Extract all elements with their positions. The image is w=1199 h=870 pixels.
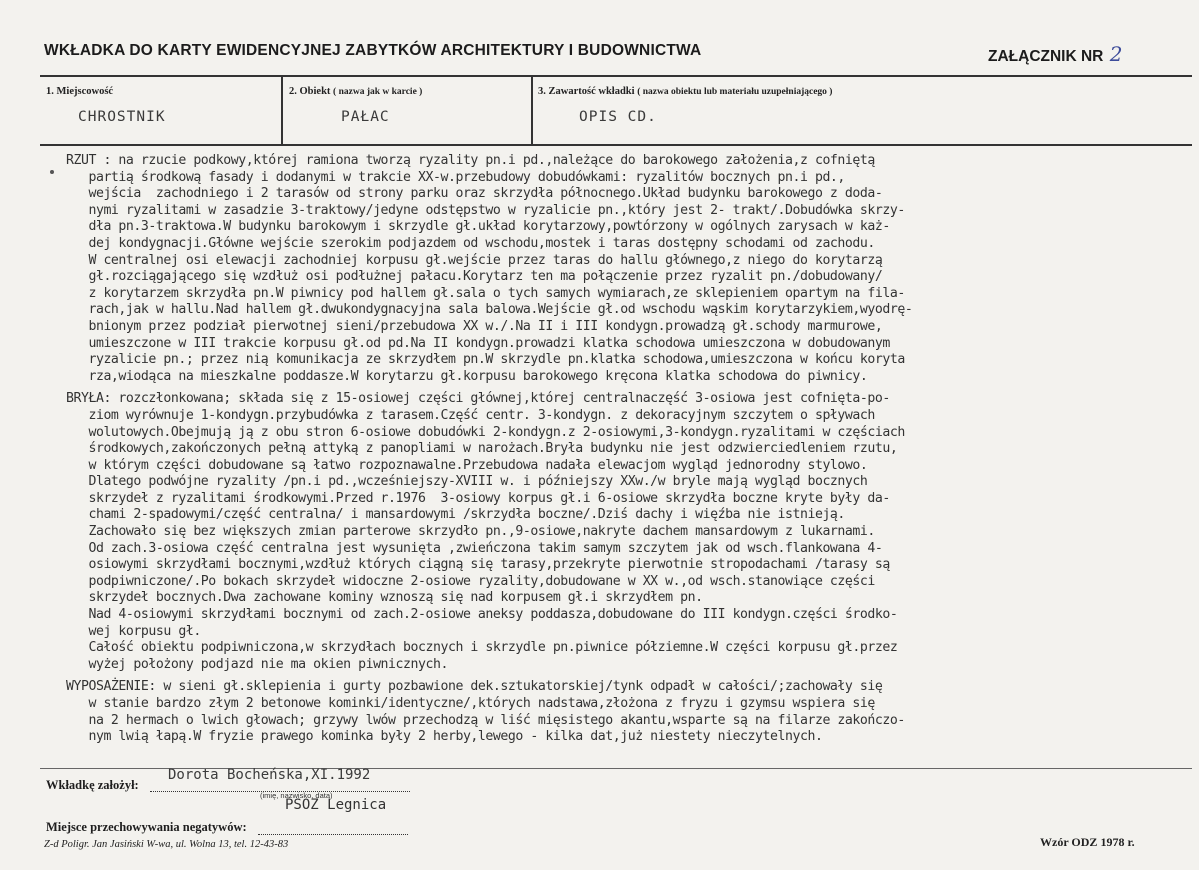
object-label-hint: ( nazwa jak w karcie ) bbox=[333, 87, 423, 97]
institution-value: PSOZ Legnica bbox=[285, 797, 387, 813]
description-line: umieszczone w III trakcie korpusu gł.od pd.Na II kondygn.prowadzi klatka schodowa umieszczona w dobudowanym bbox=[66, 335, 890, 351]
description-line: nymi ryzalitami w zasadzie 3-traktowy/jedyne odstępstwo w ryzalicie pn.,który jest 2- trakt/.Dobudówka skrzy- bbox=[66, 202, 905, 218]
description-line: Od zach.3-osiowa część centralna jest wysunięta ,zwieńczona takim samym szczytem jak od wsch.flankowana 4- bbox=[66, 540, 883, 556]
author-hint: (imię, nazwisko, data) bbox=[260, 791, 333, 800]
description-line: na 2 hermach o lwich głowach; grzywy lwów przechodzą w liść mięsistego akantu,wsparte są na filarze zakończo- bbox=[66, 712, 905, 728]
object-value: PAŁAC bbox=[341, 109, 390, 125]
description-line: bnionym przez podział pierwotnej sieni/przebudowa XX w./.Na II i III kondygn.prowadzą gł.schody marmurowe, bbox=[66, 318, 883, 334]
description-line: chami 2-spadowymi/część centralna/ i mansardowymi /skrzydła boczne/.Dziś dachy i więźba nie istnieją. bbox=[66, 507, 845, 523]
description-line: z korytarzem skrzydła pn.W piwnicy pod hallem gł.sala o tych samych wymiarach,ze sklepieniem opartym na fila- bbox=[66, 285, 905, 301]
annex-label bbox=[988, 42, 1122, 66]
description-line: ryzalicie pn.; przez nią komunikacja ze skrzydłem pn.W skrzydle pn.klatka schodowa,umieszczona w końcu koryta bbox=[66, 352, 905, 368]
object-label bbox=[289, 86, 422, 97]
negatives-label: Miejsce przechowywania negatywów: bbox=[46, 820, 247, 834]
annex-label-text: ZAŁĄCZNIK NR bbox=[988, 48, 1104, 65]
description-line: nym lwią łapą.W fryzie prawego kominka były 2 herby,lewego - kilka dat,już niestety nieczytelnych. bbox=[66, 729, 823, 745]
field-divider-1 bbox=[281, 76, 283, 144]
description-line: partią środkową fasady i dodanymi w trakcie XX-w.przebudowy dobudówkami: ryzalitów bocznych pn.i pd., bbox=[66, 169, 845, 185]
description-line: osiowymi skrzydłami bocznymi,wzdłuż których ciągną się tarasy,przekryte pierwotnie stropodachami /tarasy są bbox=[66, 557, 890, 573]
locality-label: 1. Miejscowość bbox=[46, 86, 114, 97]
field-divider-2 bbox=[531, 76, 533, 144]
description-line: BRYŁA: rozczłonkowana; składa się z 15-osiowej części głównej,której centralnaczęść 3-osiowa jest cofnięta-po- bbox=[66, 391, 890, 407]
description-line: wolutowych.Obejmują ją z obu stron 6-osiowe dobudówki 2-kondygn.z 2-osiowymi,3-kondygn.ryzalitami w częściach bbox=[66, 424, 905, 440]
description-line: Całość obiektu podpiwniczona,w skrzydłach bocznych i skrzydle pn.piwnice półziemne.W części korpusu gł.przez bbox=[66, 640, 898, 656]
description-line: W centralnej osi elewacji zachodniej korpusu gł.wejście przez taras do hallu głównego,z niego do korytarzą bbox=[66, 252, 883, 268]
description-paragraph bbox=[66, 391, 1196, 673]
description-line: w stanie bardzo złym 2 betonowe kominki/identyczne/,których nadstawa,złożona z fryzu i gzymsu wspiera się bbox=[66, 696, 875, 711]
annex-number: 2 bbox=[1109, 42, 1123, 66]
description-line: rza,wiodąca na mieszkalne poddasze.W korytarzu gł.korpusu barokowego kręcona klatka schodowa do piwnicy. bbox=[66, 368, 868, 384]
description-line: rach,jak w hallu.Nad hallem gł.dwukondygnacyjna sala balowa.Wejście gł.od wschodu wąskim korytarzykiem,wyodrę- bbox=[66, 302, 913, 318]
description-line: dej kondygnacji.Główne wejście szerokim podjazdem od wschodu,mostek i taras dostępny schodami od zachodu. bbox=[66, 235, 875, 251]
description-line: Nad 4-osiowymi skrzydłami bocznymi od zach.2-osiowe aneksy poddasza,dobudowane do III kondygn.części środko- bbox=[66, 607, 898, 623]
form-model: Wzór ODZ 1978 r. bbox=[1040, 835, 1135, 849]
author-label: Wkładkę założył: bbox=[46, 778, 139, 792]
description-line: gł.rozciągającego się wzdłuż osi podłużnej pałacu.Korytarz ten ma połączenie przez ryzalit pn./dobudowany/ bbox=[66, 269, 883, 285]
description-line: podpiwniczone/.Po bokach skrzydeł widoczne 2-osiowe ryzality,dobudowane w XX w.,od wsch.stanowiące części bbox=[66, 573, 875, 589]
contents-value: OPIS CD. bbox=[579, 109, 657, 125]
description-line: Zachowało się bez większych zmian parterowe skrzydło pn.,9-osiowe,nakryte dachem mansardowym z lukarnami. bbox=[66, 524, 875, 540]
negatives-dotted-line bbox=[258, 834, 408, 835]
object-label-text: 2. Obiekt bbox=[289, 86, 331, 97]
locality-value: CHROSTNIK bbox=[78, 109, 166, 125]
description-line: wejścia zachodniego i 2 tarasów od strony parku oraz skrzydła północnego.Układ budynku barokowego z doda- bbox=[66, 186, 883, 202]
description-body bbox=[66, 153, 1196, 746]
fields-rule bbox=[40, 144, 1192, 146]
printer-imprint: Z-d Poligr. Jan Jasiński W-wa, ul. Wolna 13, tel. 12-43-83 bbox=[44, 839, 289, 850]
description-line: wyżej położony podjazd nie ma okien piwnicznych. bbox=[66, 656, 448, 672]
description-line: RZUT : na rzucie podkowy,której ramiona tworzą ryzality pn.i pd.,należące do barokowego założenia,z cofniętą bbox=[66, 153, 875, 168]
description-line: WYPOSAŻENIE: w sieni gł.sklepienia i gurty pozbawione dek.sztukatorskiej/tynk odpadł w całości/;zachowały się bbox=[66, 679, 883, 695]
contents-label-text: 3. Zawartość wkładki bbox=[538, 86, 635, 97]
description-line: wej korpusu gł. bbox=[66, 623, 201, 639]
description-line: dła pn.3-traktowa.W budynku barokowym i skrzydle gł.układ korytarzowy,powtórzony w ogólnych zarysach w każ- bbox=[66, 219, 890, 235]
description-line: środkowych,zakończonych pełną attyką z panopliami w narożach.Bryła budynku nie jest odzwierciedleniem rzutu, bbox=[66, 441, 898, 457]
description-line: Dlatego podwójne ryzality /pn.i pd.,wcześniejszy-XVIII w. i późniejszy XXw./w bryle mają wygląd bocznych bbox=[66, 474, 868, 490]
contents-label-hint: ( nazwa obiektu lub materiału uzupełniającego ) bbox=[637, 87, 833, 97]
description-paragraph bbox=[66, 153, 1196, 385]
author-value: Dorota Bocheńska,XI.1992 bbox=[168, 767, 371, 783]
description-line: skrzydeł z ryzalitami środkowymi.Przed r.1976 3-osiowy korpus gł.i 6-osiowe skrzydła boczne kryte były da- bbox=[66, 490, 890, 506]
contents-label bbox=[538, 86, 832, 97]
description-line: w którym części dobudowane są łatwo rozpoznawalne.Przebudowa nadała elewacjom wygląd jednorodny stylowo. bbox=[66, 457, 868, 473]
description-paragraph bbox=[66, 679, 1196, 745]
header-rule bbox=[40, 75, 1192, 77]
description-line: skrzydeł bocznych.Dwa zachowane kominy wznoszą się nad korpusem gł.i skrzydłem pn. bbox=[66, 590, 703, 606]
card-title: WKŁADKA DO KARTY EWIDENCYJNEJ ZABYTKÓW ARCHITEKTURY I BUDOWNICTWA bbox=[44, 42, 702, 59]
description-line: ziom wyrównuje 1-kondygn.przybudówka z tarasem.Część centr. 3-kondygn. z dekoracyjnym szczytem o spływach bbox=[66, 407, 875, 423]
margin-mark bbox=[50, 170, 54, 174]
